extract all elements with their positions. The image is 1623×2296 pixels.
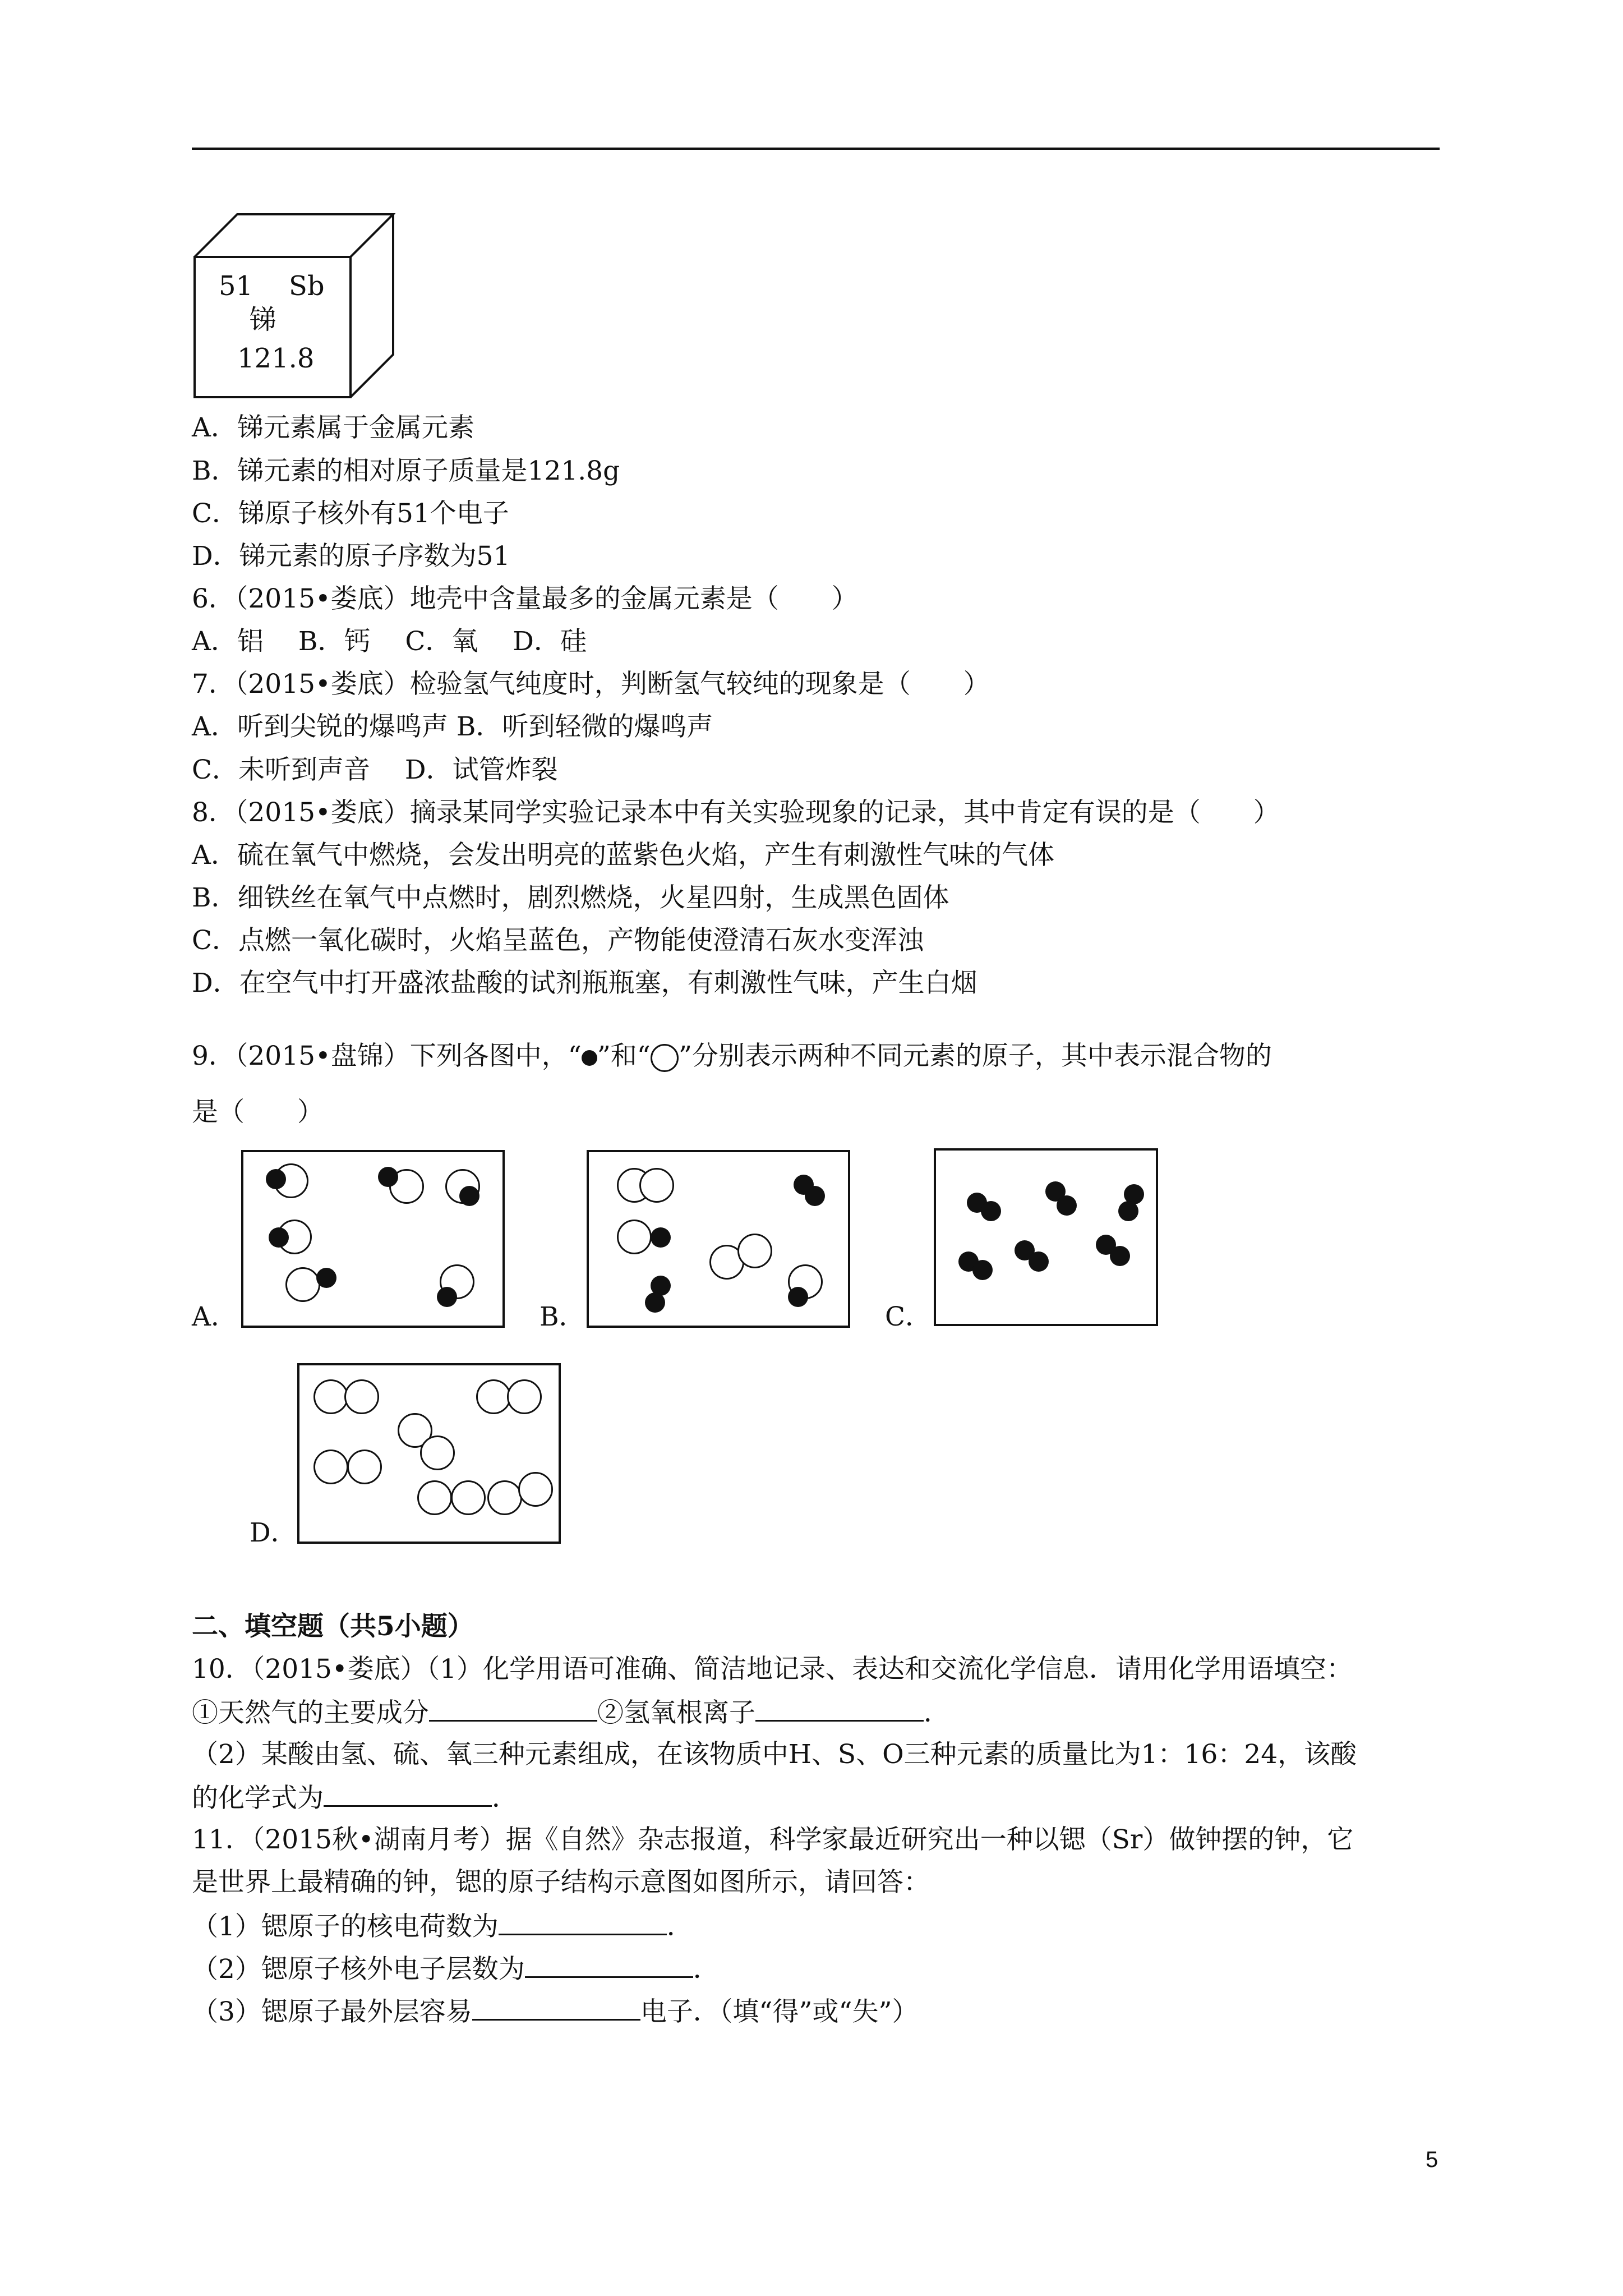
black-atom (651, 1227, 671, 1248)
q5-option-a: A．锑元素属于金属元素 (192, 412, 474, 443)
black-atom (1057, 1195, 1077, 1216)
q10-line-1: 10．（2015•娄底）（1）化学用语可准确、简洁地记录、表达和交流化学信息．请用化学用语填空： (192, 1654, 1353, 1685)
q11-sub-1: （1）锶原子的核电荷数为 ． (192, 1909, 693, 1944)
section-2-title: 二、填空题（共5小题） (192, 1611, 474, 1642)
white-atom (313, 1379, 348, 1414)
q9-diagram-c (934, 1148, 1158, 1326)
q9-diagram-a (241, 1150, 505, 1328)
q8-option-a: A．硫在氧气中燃烧，会发出明亮的蓝紫色火焰，产生有刺激性气味的气体 (192, 840, 1054, 871)
q11-blank-1[interactable] (499, 1909, 667, 1935)
q9-diagram-b (587, 1150, 850, 1328)
q10-blank-3[interactable] (324, 1780, 492, 1807)
q9-diagram-d (297, 1363, 561, 1544)
black-atom (378, 1167, 398, 1187)
q10-blank-1[interactable] (429, 1695, 597, 1722)
white-atom (420, 1435, 455, 1470)
q8-option-d: D．在空气中打开盛浓盐酸的试剂瓶瓶塞，有刺激性气味，产生白烟 (192, 968, 978, 999)
white-atom (507, 1379, 542, 1414)
black-atom (645, 1292, 665, 1313)
element-symbol: Sb (289, 270, 325, 302)
element-number: 51 (219, 270, 253, 302)
white-atom (417, 1480, 452, 1515)
white-atom (639, 1168, 674, 1203)
white-atom (313, 1450, 348, 1484)
q11-sub-2: （2）锶原子核外电子层数为 ． (192, 1952, 720, 1986)
white-atom (451, 1480, 486, 1515)
q11-line-2: 是世界上最精确的钟，锶的原子结构示意图如图所示，请回答： (192, 1867, 930, 1898)
black-atom (805, 1186, 825, 1206)
element-card (193, 213, 395, 401)
black-atom (269, 1227, 289, 1248)
q11-line-1: 11．（2015秋•湖南月考）据《自然》杂志报道，科学家最近研究出一种以锶（Sr）做钟摆的钟，它 (192, 1824, 1354, 1855)
q10-line-3: （2）某酸由氢、硫、氧三种元素组成，在该物质中H、S、O三种元素的质量比为1：16：24，该酸 (192, 1739, 1357, 1770)
q10-line-4: 的化学式为 ． (192, 1780, 518, 1815)
black-atom (437, 1287, 457, 1307)
q5-option-c: C．锑原子核外有51个电子 (192, 498, 509, 529)
q8-option-c: C．点燃一氧化碳时，火焰呈蓝色，产物能使澄清石灰水变浑浊 (192, 925, 924, 956)
q11-blank-2[interactable] (525, 1952, 693, 1978)
q9-label-d: D． (250, 1517, 297, 1548)
white-atom (617, 1220, 652, 1254)
q9-stem: 9．（2015•盘锦）下列各图中，“ ”和“ ”分别表示两种不同元素的原子，其中表示混合物的 (192, 1041, 1272, 1071)
black-atom (1029, 1251, 1049, 1272)
q9-label-c: C． (885, 1301, 932, 1332)
q10-blank-2[interactable] (755, 1695, 924, 1722)
q9-stem-end: 是（ ） (192, 1097, 324, 1128)
q7-options-2: C．未听到声音 D．试管炸裂 (192, 754, 558, 785)
q8-stem: 8．（2015•娄底）摘录某同学实验记录本中有关实验现象的记录，其中肯定有误的是（ ） (192, 797, 1280, 828)
white-atom (347, 1450, 382, 1484)
black-atom (1110, 1246, 1130, 1266)
white-atom (476, 1379, 511, 1414)
black-atom (981, 1201, 1001, 1221)
header-rule (192, 148, 1440, 150)
black-atom (459, 1186, 479, 1206)
q9-label-a: A． (192, 1301, 237, 1332)
black-atom (316, 1268, 336, 1288)
q6-stem: 6．（2015•娄底）地壳中含量最多的金属元素是（ ） (192, 583, 858, 614)
white-atom-icon (651, 1044, 679, 1072)
white-atom (344, 1379, 379, 1414)
q7-options-1: A．听到尖锐的爆鸣声 B．听到轻微的爆鸣声 (192, 711, 713, 742)
black-atom (788, 1287, 808, 1307)
q11-blank-3[interactable] (472, 1994, 640, 2021)
white-atom (737, 1234, 772, 1268)
element-name: 锑 (250, 304, 277, 335)
page-number: 5 (1426, 2147, 1438, 2172)
q6-options: A．铝 B．钙 C．氧 D．硅 (192, 626, 587, 657)
q5-option-b: B．锑元素的相对原子质量是121.8g (192, 455, 620, 486)
q5-option-d: D．锑元素的原子序数为51 (192, 541, 510, 572)
black-atom (1118, 1201, 1138, 1221)
black-atom (266, 1169, 286, 1189)
q7-stem: 7．（2015•娄底）检验氢气纯度时，判断氢气较纯的现象是（ ） (192, 669, 990, 700)
white-atom (518, 1472, 553, 1507)
q11-sub-3: （3）锶原子最外层容易 电子．（填“得”或“失”） (192, 1994, 919, 2029)
q10-line-2: ①天然气的主要成分 ②氢氧根离子 ． (192, 1695, 950, 1730)
black-atom (972, 1260, 993, 1280)
element-mass: 121.8 (237, 343, 315, 374)
black-atom-icon (582, 1050, 597, 1066)
white-atom (285, 1267, 320, 1302)
white-atom (487, 1480, 522, 1515)
q9-label-b: B． (540, 1301, 585, 1332)
q8-option-b: B．细铁丝在氧气中点燃时，剧烈燃烧，火星四射，生成黑色固体 (192, 882, 949, 913)
